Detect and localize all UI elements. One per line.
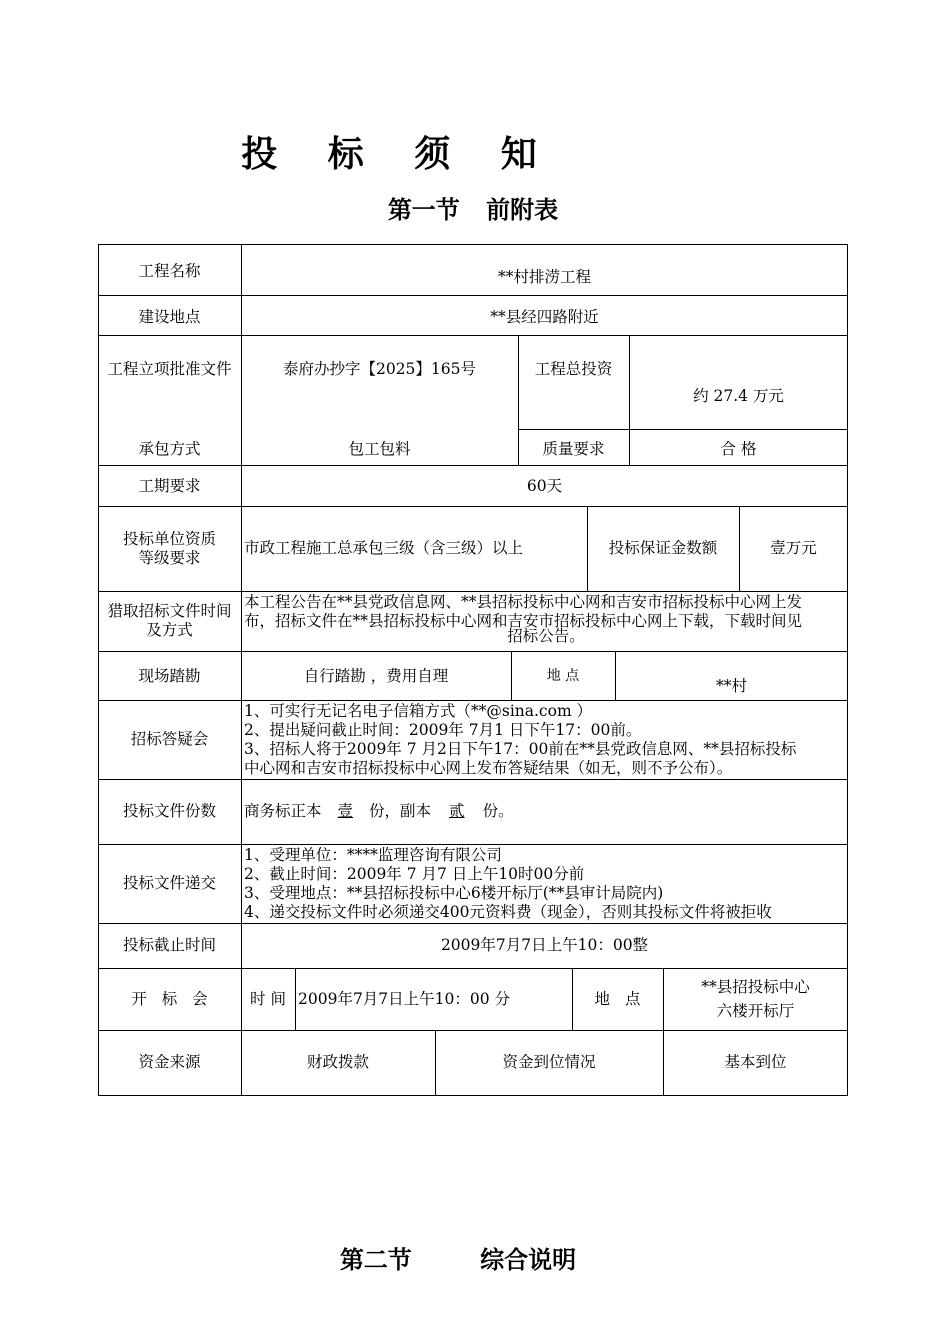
project-name-value: **村排涝工程 <box>497 268 591 286</box>
obtain-docs-value: 本工程公告在**县党政信息网、**县招标投标中心网和吉安市招标投标中心网上发 布，招标文件在**县招标投标中心网和吉安市招标投标中心网上下载，下载时间见 招标公告。 <box>244 593 803 645</box>
project-name-label: 工程名称 <box>138 261 201 280</box>
copies-value: 商务标正本 壹 份，副本 贰 份。 <box>244 802 514 820</box>
site-place-value: **村 <box>715 676 747 695</box>
bid-bond-label: 投标保证金数额 <box>608 539 718 557</box>
section-2-heading: 第二节 综合说明 <box>339 1246 577 1274</box>
funding-status-value: 基本到位 <box>724 1053 787 1071</box>
funding-source-label: 资金来源 <box>138 1053 201 1071</box>
deadline-label: 投标截止时间 <box>122 936 216 954</box>
opening-place-label: 地 点 <box>594 989 641 1008</box>
document-title: 投 标 须 知 <box>241 134 539 175</box>
attachment-table <box>98 244 848 1096</box>
submission-label: 投标文件递交 <box>122 874 216 892</box>
site-place-label: 地 点 <box>546 667 580 684</box>
opening-time-label: 时 间 <box>250 989 286 1008</box>
qualification-label: 投标单位资质 等级要求 <box>122 529 216 567</box>
section-1-heading: 第一节 前附表 <box>387 196 559 224</box>
approval-value: 泰府办抄字【2025】165号 <box>282 360 477 378</box>
location-value: **县经四路附近 <box>490 307 599 326</box>
copies-label: 投标文件份数 <box>122 802 216 820</box>
qa-meeting-value: 1、可实行无记名电子信箱方式（**@sina.com ） 2、提出疑问截止时间：2009年 7月1 日下午17：00前。 3、招标人将于2009年 7 月2日下午17：00前在**县党政信息网、**县招标投标 中心网和吉安市招标投标中心网上发布答疑结果（如无，则不予公布）。 <box>244 701 797 777</box>
approval-label: 工程立项批准文件 <box>107 360 232 378</box>
site-visit-label: 现场踏勘 <box>138 666 201 685</box>
opening-label: 开 标 会 <box>131 989 208 1008</box>
duration-label: 工期要求 <box>138 476 201 495</box>
funding-source-value: 财政拨款 <box>306 1053 369 1071</box>
quality-value: 合 格 <box>720 439 757 458</box>
contract-mode-label: 承包方式 <box>138 439 201 458</box>
submission-value: 1、受理单位：****监理咨询有限公司 2、截止时间：2009年 7 月7 日上午10时00分前 3、受理地点：**县招标投标中心6楼开标厅(**县审计局院内) 4、递交投标文件时必须递交400元资料费（现金），否则其投标文件将被拒收 <box>244 845 772 921</box>
qualification-value: 市政工程施工总承包三级（含三级）以上 <box>244 539 524 557</box>
obtain-docs-label: 猎取招标文件时间 及方式 <box>107 602 232 639</box>
site-visit-value: 自行踏勘 ，费用自理 <box>303 666 449 685</box>
duration-value: 60天 <box>526 476 563 495</box>
funding-status-label: 资金到位情况 <box>502 1053 596 1071</box>
location-label: 建设地点 <box>138 307 201 326</box>
total-investment-value: 约 27.4 万元 <box>693 386 784 405</box>
opening-place-value: **县招投标中心 六楼开标厅 <box>701 978 810 1020</box>
qa-meeting-label: 招标答疑会 <box>130 730 209 748</box>
quality-label: 质量要求 <box>542 439 605 458</box>
deadline-value: 2009年7月7日上午10：00整 <box>440 936 649 954</box>
opening-time-value: 2009年7月7日上午10：00 分 <box>298 989 511 1008</box>
contract-mode-value: 包工包料 <box>348 439 411 458</box>
bid-bond-value: 壹万元 <box>770 539 817 557</box>
total-investment-label: 工程总投资 <box>534 360 613 378</box>
